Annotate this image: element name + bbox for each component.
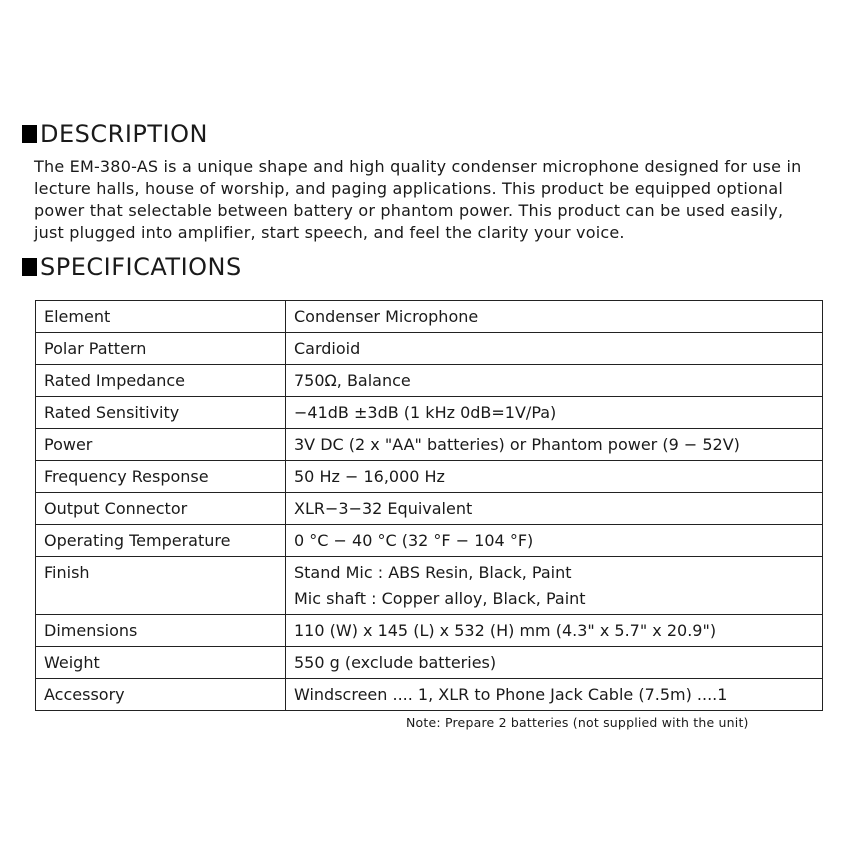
spec-label: Operating Temperature — [36, 525, 286, 557]
spec-label: Power — [36, 429, 286, 461]
spec-label: Accessory — [36, 679, 286, 711]
table-row — [36, 301, 823, 333]
table-row — [36, 615, 823, 647]
description-heading-text: DESCRIPTION — [40, 120, 208, 148]
spec-value: Condenser Microphone — [286, 301, 823, 333]
spec-value: 50 Hz − 16,000 Hz — [286, 461, 823, 493]
spec-value: 550 g (exclude batteries) — [286, 647, 823, 679]
spec-label: Element — [36, 301, 286, 333]
spec-value: 0 °C − 40 °C (32 °F − 104 °F) — [286, 525, 823, 557]
description-heading — [22, 120, 208, 148]
spec-value: XLR−3−32 Equivalent — [286, 493, 823, 525]
table-row — [36, 679, 823, 711]
description-line: The EM-380-AS is a unique shape and high quality condenser microphone designed for use in — [34, 157, 802, 176]
table-row — [36, 333, 823, 365]
spec-value: Windscreen .... 1, XLR to Phone Jack Cable (7.5m) ....1 — [286, 679, 823, 711]
spec-value: −41dB ±3dB (1 kHz 0dB=1V/Pa) — [286, 397, 823, 429]
table-row — [36, 429, 823, 461]
spec-label: Output Connector — [36, 493, 286, 525]
table-row — [36, 397, 823, 429]
batteries-note: Note: Prepare 2 batteries (not supplied with the unit) — [406, 715, 749, 730]
spec-label: Rated Impedance — [36, 365, 286, 397]
specifications-heading-text: SPECIFICATIONS — [40, 253, 242, 281]
spec-value: 110 (W) x 145 (L) x 532 (H) mm (4.3" x 5.7" x 20.9") — [286, 615, 823, 647]
heading-square-icon — [22, 125, 37, 143]
spec-value-line: Mic shaft : Copper alloy, Black, Paint — [294, 589, 586, 608]
table-row — [36, 365, 823, 397]
spec-label: Rated Sensitivity — [36, 397, 286, 429]
spec-label: Frequency Response — [36, 461, 286, 493]
table-row — [36, 647, 823, 679]
description-line: lecture halls, house of worship, and paging applications. This product be equipped optional — [34, 179, 783, 198]
spec-label: Weight — [36, 647, 286, 679]
table-row — [36, 525, 823, 557]
specifications-heading — [22, 253, 242, 281]
description-paragraph — [34, 156, 829, 244]
spec-label: Finish — [36, 557, 286, 615]
spec-value — [286, 557, 823, 615]
spec-value: Cardioid — [286, 333, 823, 365]
description-line: power that selectable between battery or phantom power. This product can be used easily, — [34, 201, 784, 220]
spec-value-line: Stand Mic : ABS Resin, Black, Paint — [294, 563, 572, 582]
spec-value: 750Ω, Balance — [286, 365, 823, 397]
description-line: just plugged into amplifier, start speech, and feel the clarity your voice. — [34, 223, 625, 242]
table-row — [36, 461, 823, 493]
spec-value: 3V DC (2 x "AA" batteries) or Phantom power (9 − 52V) — [286, 429, 823, 461]
specifications-table — [35, 300, 823, 711]
heading-square-icon — [22, 258, 37, 276]
spec-label: Polar Pattern — [36, 333, 286, 365]
table-row — [36, 493, 823, 525]
table-row — [36, 557, 823, 615]
spec-label: Dimensions — [36, 615, 286, 647]
